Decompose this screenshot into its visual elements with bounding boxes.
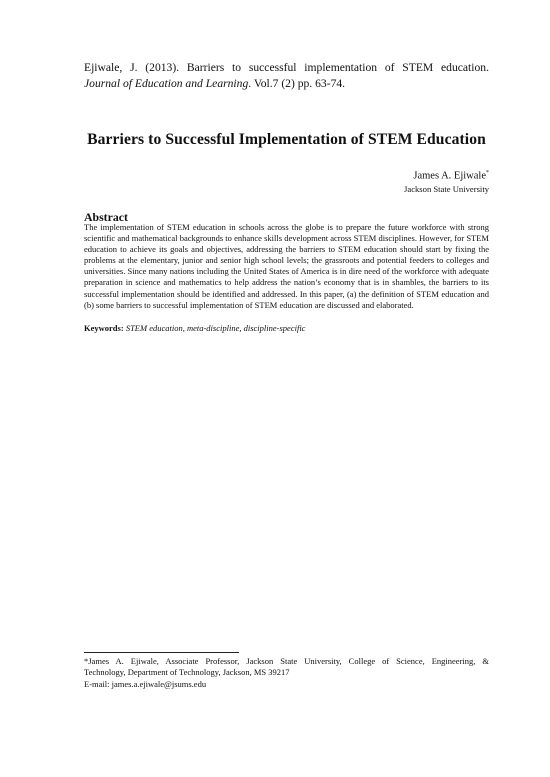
footnote-line-1: *James A. Ejiwale, Associate Professor, Jackson State University, College of Science, Engineering, &: [84, 656, 489, 666]
footnote-email: E-mail: james.a.ejiwale@jsums.edu: [84, 678, 207, 689]
author-footnote-marker: *: [486, 170, 489, 176]
citation-details: . Vol.7 (2) pp. 63-74.: [248, 77, 346, 90]
journal-name: Journal of Education and Learning: [84, 77, 249, 90]
abstract-heading: Abstract: [84, 210, 128, 224]
keywords-label: Keywords: [84, 323, 121, 333]
author-affiliation: Jackson State University: [404, 183, 489, 194]
author-block: [239, 167, 489, 195]
citation: [84, 60, 489, 92]
footnote-divider: [84, 652, 239, 653]
citation-line-2: [84, 76, 489, 92]
citation-line-1: Ejiwale, J. (2013). Barriers to successful implementation of STEM education.: [84, 61, 489, 74]
author-name: [239, 167, 489, 183]
footnote: [84, 656, 489, 690]
keywords: [84, 323, 489, 334]
keywords-colon: :: [120, 323, 124, 333]
footnote-line-2: Technology, Department of Technology, Jackson, MS 39217: [84, 667, 290, 678]
keywords-values: STEM education, meta-discipline, discipline-specific: [125, 323, 306, 333]
author-name-text: James A. Ejiwale: [413, 170, 486, 182]
paper-title: Barriers to Successful Implementation of STEM Education: [87, 131, 486, 148]
abstract-text: The implementation of STEM education in schools across the globe is to prepare the future workforce with strong scientific and mathematical backgrounds to enhance skills development across STEM disciplines. However, for STEM education to achieve its goals and objectives, addressing the barriers to STEM education should start by fixing the problems at the elementary, junior and senior high school levels; the grassroots and potential feeders to colleges and universities. Since many nations including the United States of America is in dire need of the workforce with adequate preparation in science and mathematics to help address the nation’s economy that is in shambles, the barriers to its successful implementation should be identified and addressed. In this paper, (a) the definition of STEM education and (b) some barriers to successful implementation of STEM education are discussed and elaborated.: [84, 222, 489, 310]
